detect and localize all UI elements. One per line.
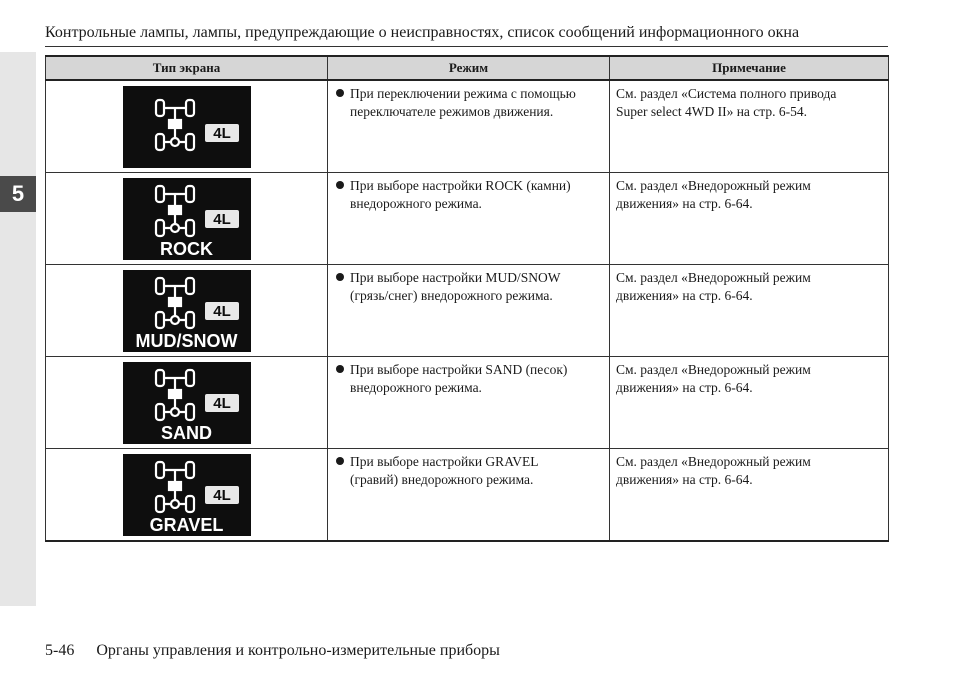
display-screen bbox=[123, 270, 251, 352]
mode-cell bbox=[328, 357, 610, 449]
mode-text-line1: При выборе настройки MUD/SNOW bbox=[350, 270, 561, 285]
drive-mode-label: MUD/SNOW bbox=[135, 331, 238, 351]
mode-text-line2: (грязь/снег) внедорожного режима. bbox=[350, 288, 553, 303]
mode-text-line1: При выборе настройки ROCK (камни) bbox=[350, 178, 571, 193]
drive-mode-label: SAND bbox=[160, 423, 212, 443]
page-header-title: Контрольные лампы, лампы, предупреждающие о неисправностях, список сообщений информационного окна bbox=[45, 24, 800, 41]
table-row bbox=[46, 357, 889, 449]
drive-mode-label: GRAVEL bbox=[149, 515, 224, 535]
screen-type-cell bbox=[46, 357, 328, 449]
header-divider bbox=[45, 46, 888, 47]
note-cell bbox=[610, 173, 889, 265]
note-text-line1: См. раздел «Внедорожный режим bbox=[616, 362, 811, 377]
table-row bbox=[46, 173, 889, 265]
screen-type-cell bbox=[46, 80, 328, 173]
table-row bbox=[46, 449, 889, 542]
mode-text-line2: (гравий) внедорожного режима. bbox=[350, 472, 534, 487]
note-text-line2: движения» на стр. 6-64. bbox=[616, 196, 753, 211]
note-text-line1: См. раздел «Внедорожный режим bbox=[616, 270, 811, 285]
badge-4l-text: 4L bbox=[212, 303, 231, 320]
bullet-icon bbox=[336, 89, 344, 97]
page-number: 5-46 bbox=[45, 642, 75, 659]
badge-4l-text: 4L bbox=[212, 211, 231, 228]
screen-type-cell bbox=[46, 265, 328, 357]
column-header-mode: Режим bbox=[328, 56, 610, 80]
bullet-icon bbox=[336, 181, 344, 189]
display-screen bbox=[123, 178, 251, 260]
note-text-line2: движения» на стр. 6-64. bbox=[616, 472, 753, 487]
4wd-4l-icon bbox=[123, 86, 251, 168]
badge-4l-text: 4L bbox=[212, 395, 231, 412]
mode-cell bbox=[328, 80, 610, 173]
mode-text-line2: переключателе режимов движения. bbox=[350, 104, 554, 119]
screen-type-cell bbox=[46, 173, 328, 265]
screen-type-cell bbox=[46, 449, 328, 542]
column-header-note: Примечание bbox=[610, 56, 889, 80]
note-cell bbox=[610, 265, 889, 357]
mode-text-line2: внедорожного режима. bbox=[350, 196, 482, 211]
indicator-table bbox=[45, 55, 889, 542]
display-screen bbox=[123, 86, 251, 168]
badge-4l-text: 4L bbox=[212, 487, 231, 504]
mode-cell bbox=[328, 265, 610, 357]
page-footer bbox=[45, 642, 500, 660]
note-text-line1: См. раздел «Внедорожный режим bbox=[616, 454, 811, 469]
mode-text-line1: При выборе настройки GRAVEL bbox=[350, 454, 539, 469]
drive-mode-label: ROCK bbox=[160, 239, 213, 259]
note-text-line1: См. раздел «Внедорожный режим bbox=[616, 178, 811, 193]
bullet-icon bbox=[336, 273, 344, 281]
note-cell bbox=[610, 80, 889, 173]
note-text-line2: Super select 4WD II» на стр. 6-54. bbox=[616, 104, 807, 119]
note-cell bbox=[610, 357, 889, 449]
note-text-line2: движения» на стр. 6-64. bbox=[616, 288, 753, 303]
side-margin-bar bbox=[0, 52, 36, 606]
display-screen bbox=[123, 454, 251, 536]
column-header-screen-type: Тип экрана bbox=[46, 56, 328, 80]
note-text-line1: См. раздел «Система полного привода bbox=[616, 86, 837, 101]
mode-text-line1: При переключении режима с помощью bbox=[350, 86, 576, 101]
note-cell bbox=[610, 449, 889, 542]
badge-4l-text: 4L bbox=[212, 125, 231, 142]
mode-cell bbox=[328, 173, 610, 265]
mode-cell bbox=[328, 449, 610, 542]
table-header-row bbox=[46, 56, 889, 80]
table-row bbox=[46, 265, 889, 357]
bullet-icon bbox=[336, 457, 344, 465]
bullet-icon bbox=[336, 365, 344, 373]
note-text-line2: движения» на стр. 6-64. bbox=[616, 380, 753, 395]
mode-text-line2: внедорожного режима. bbox=[350, 380, 482, 395]
table-row bbox=[46, 80, 889, 173]
chapter-tab: 5 bbox=[0, 176, 36, 212]
footer-section-title: Органы управления и контрольно-измерительные приборы bbox=[96, 642, 500, 659]
display-screen bbox=[123, 362, 251, 444]
mode-text-line1: При выборе настройки SAND (песок) bbox=[350, 362, 568, 377]
